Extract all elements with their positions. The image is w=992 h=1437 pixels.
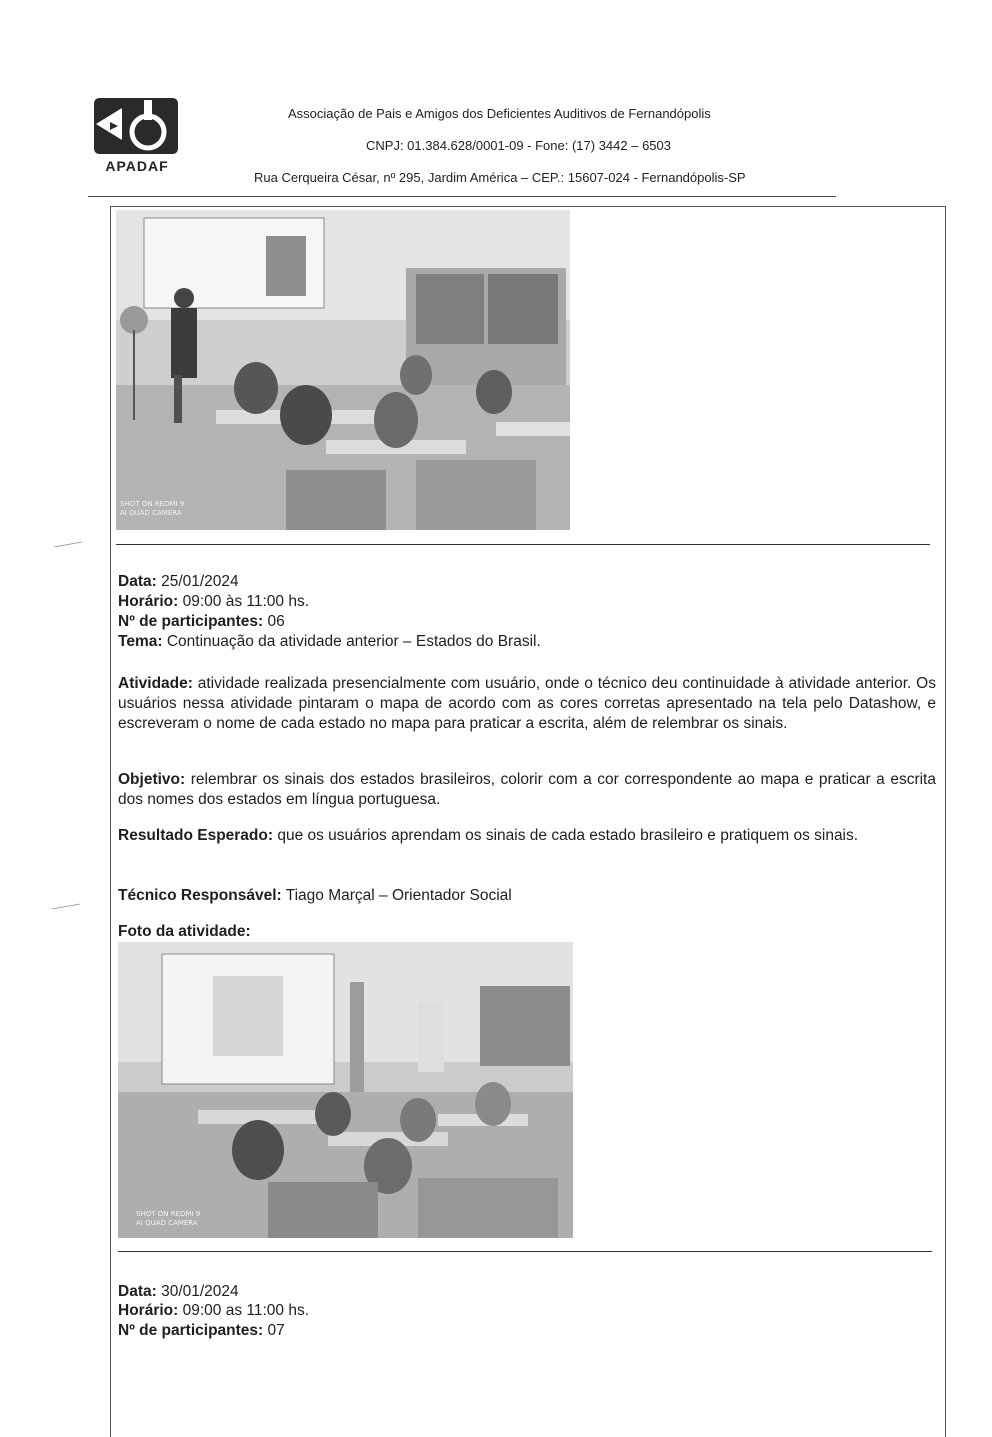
objective-label: Objetivo:	[118, 771, 186, 788]
record-1-photo-label	[118, 922, 251, 942]
record-2-time	[118, 1301, 309, 1321]
activity-photo-1	[116, 210, 570, 530]
activity-value: atividade realizada presencialmente com usuário, onde o técnico deu continuidade à atividade anterior. Os usuários nessa atividade pintaram o mapa de acordo com as cores corretas apresentado na tela pelo Datashow, e escreveram o nome de cada estado no mapa para praticar a escrita, além de relembrar os sinais.	[118, 675, 936, 732]
result-value: que os usuários aprendam os sinais de cada estado brasileiro e pratiquem os sinais.	[273, 827, 859, 844]
technician-value: Tiago Marçal – Orientador Social	[281, 887, 512, 904]
participants-label: Nº de participantes:	[118, 1322, 264, 1339]
record-1-participants	[118, 612, 285, 632]
activity-photo-2	[118, 942, 573, 1238]
classroom-photo-image	[116, 210, 570, 530]
record-1-theme	[118, 632, 541, 652]
record-1-objective	[118, 770, 936, 810]
photo-1-caption-2: AI QUAD CAMERA	[120, 509, 182, 517]
date-value: 25/01/2024	[156, 573, 239, 590]
record-2-participants	[118, 1321, 285, 1341]
time-label: Horário:	[118, 593, 179, 610]
photo-2-caption-1: SHOT ON REDMI 9	[136, 1210, 201, 1218]
time-value: 09:00 as 11:00 hs.	[178, 1302, 309, 1319]
theme-label: Tema:	[118, 633, 163, 650]
record-divider-1	[116, 544, 930, 545]
record-1-date	[118, 572, 239, 592]
photo-2-caption-2: AI QUAD CAMERA	[136, 1219, 198, 1227]
org-contact: CNPJ: 01.384.628/0001-09 - Fone: (17) 3442 – 6503	[366, 138, 671, 153]
org-name: Associação de Pais e Amigos dos Deficientes Auditivos de Fernandópolis	[288, 106, 711, 121]
date-label: Data:	[118, 1283, 157, 1300]
date-label: Data:	[118, 573, 157, 590]
scan-edge-mark	[52, 904, 80, 910]
activity-label: Atividade:	[118, 675, 193, 692]
record-1-technician	[118, 886, 512, 906]
record-divider-2	[118, 1251, 932, 1252]
classroom-photo-image	[118, 942, 573, 1238]
record-1-time	[118, 592, 309, 612]
objective-value: relembrar os sinais dos estados brasileiros, colorir com a cor correspondente ao mapa e praticar a escrita dos nomes dos estados em língua portuguesa.	[118, 771, 936, 808]
participants-value: 07	[263, 1322, 285, 1339]
record-2-date	[118, 1282, 239, 1302]
theme-value: Continuação da atividade anterior – Estados do Brasil.	[162, 633, 541, 650]
record-1-activity	[118, 674, 936, 734]
participants-label: Nº de participantes:	[118, 613, 264, 630]
technician-label: Técnico Responsável:	[118, 887, 282, 904]
participants-value: 06	[263, 613, 285, 630]
photo-label: Foto da atividade:	[118, 923, 251, 940]
photo-1-caption-1: SHOT ON REDMI 9	[120, 500, 185, 508]
time-value: 09:00 às 11:00 hs.	[178, 593, 309, 610]
date-value: 30/01/2024	[156, 1283, 239, 1300]
logo-text: APADAF	[105, 158, 169, 174]
time-label: Horário:	[118, 1302, 179, 1319]
header-divider	[88, 196, 836, 197]
scan-edge-mark	[54, 542, 82, 548]
record-1-result	[118, 826, 936, 846]
org-address: Rua Cerqueira César, nº 295, Jardim América – CEP.: 15607-024 - Fernandópolis-SP	[254, 170, 746, 185]
result-label: Resultado Esperado:	[118, 827, 274, 844]
